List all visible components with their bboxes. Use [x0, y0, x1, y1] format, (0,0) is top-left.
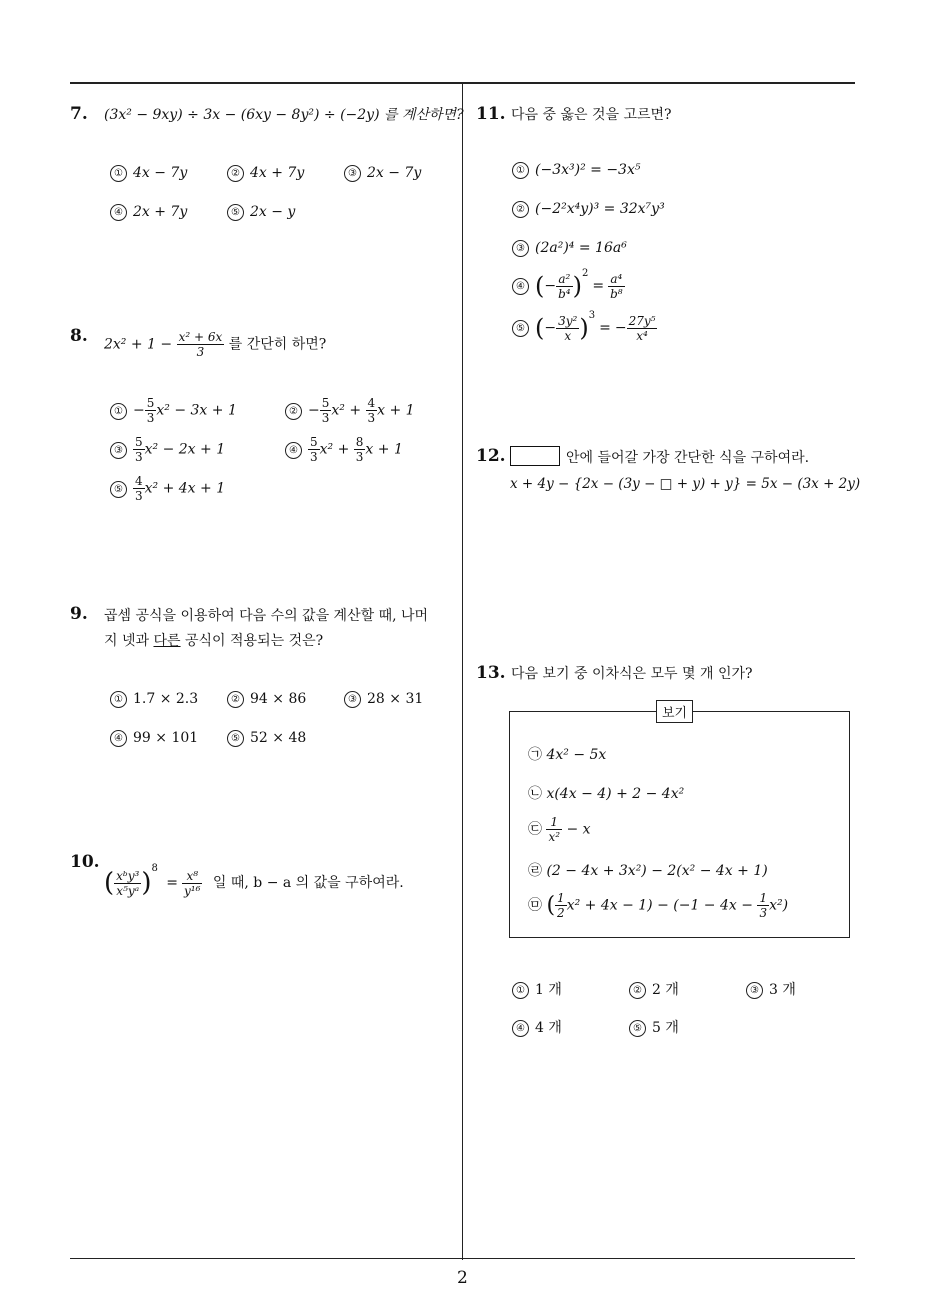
fraction-numerator: x² + 6x	[178, 330, 223, 344]
q11-choice-4[interactable]	[512, 268, 625, 301]
choice-mark: ③	[344, 691, 361, 708]
rhs-fraction	[182, 869, 202, 898]
stem-line-1: 곱셈 공식을 이용하여 다음 수의 값을 계산할 때, 나머	[104, 608, 429, 624]
stem-text: 안에 들어갈 가장 간단한 식을 구하여라.	[566, 450, 810, 466]
item-text: x²)	[769, 897, 789, 914]
lhs-fraction	[114, 869, 141, 898]
choice-mark: ④	[512, 1020, 529, 1037]
choice-text: 2 개	[652, 982, 679, 998]
equals-sign: =	[599, 320, 611, 336]
fraction-denominator: 2	[557, 906, 565, 920]
item-mark: ㉢	[528, 821, 542, 838]
fraction-numerator: 4	[367, 396, 376, 410]
fraction-denominator: 3	[135, 489, 143, 503]
q9-choice-1[interactable]	[110, 691, 198, 708]
item-text: 4x² − 5x	[546, 747, 607, 763]
q8-choice-1[interactable]	[110, 396, 237, 425]
choice-text: 1.7 × 2.3	[133, 691, 199, 707]
close-paren: )	[579, 314, 589, 342]
example-item-3	[528, 815, 591, 844]
fraction-numerator: 5	[146, 396, 155, 410]
choice-text: x² + 4x + 1	[144, 480, 226, 497]
fraction-denominator: y¹⁶	[184, 883, 201, 898]
fraction-numerator: a²	[556, 272, 573, 287]
q9-choice-3[interactable]	[344, 691, 423, 708]
exponent: 3	[588, 310, 596, 321]
q8-choice-5[interactable]	[110, 474, 225, 503]
q7-choice-4[interactable]	[110, 204, 187, 221]
column-divider	[462, 82, 463, 1260]
choice-text: (−2²x⁴y)³ = 32x⁷y³	[535, 201, 665, 217]
sign: −	[614, 320, 627, 336]
open-paren: (	[535, 272, 545, 300]
fraction-numerator: a⁴	[608, 272, 625, 287]
close-paren: )	[141, 868, 152, 898]
q13-choice-1[interactable]	[512, 979, 562, 999]
fraction	[308, 435, 320, 464]
fraction-denominator: 3	[367, 411, 376, 425]
choice-text: x² − 3x + 1	[156, 402, 237, 419]
q8-choice-3[interactable]	[110, 435, 225, 464]
choice-mark: ⑤	[110, 481, 127, 498]
bottom-rule	[70, 1258, 855, 1259]
choice-text: 28 × 31	[367, 691, 424, 707]
stem-text: 일 때, b − a 의 값을 구하여라.	[212, 875, 404, 891]
choice-text: 99 × 101	[133, 730, 199, 746]
choice-text: 94 × 86	[250, 691, 307, 707]
example-item-5	[528, 891, 788, 920]
question-11-number: 11.	[476, 104, 506, 124]
fraction-denominator: 3	[759, 906, 768, 920]
question-13-number: 13.	[476, 663, 506, 683]
choice-mark: ③	[746, 982, 763, 999]
item-mark: ㉡	[528, 786, 542, 802]
choice-mark: ①	[512, 162, 529, 179]
choice-mark: ②	[227, 165, 244, 182]
question-7-number: 7.	[70, 104, 88, 124]
q9-choice-2[interactable]	[227, 691, 306, 708]
choice-text: 2x + 7y	[133, 204, 188, 220]
q13-choice-4[interactable]	[512, 1017, 562, 1037]
q11-choice-1[interactable]	[512, 162, 640, 179]
fraction-numerator: xᵇy³	[116, 868, 140, 883]
fraction-denominator: b⁴	[558, 286, 571, 301]
question-9-number: 9.	[70, 604, 88, 624]
q8-choice-2[interactable]	[285, 396, 415, 425]
question-12-stem	[510, 446, 809, 469]
q7-choice-2[interactable]	[227, 165, 304, 182]
stem-line-2	[104, 629, 454, 654]
fraction-denominator: x²	[548, 830, 561, 844]
q9-choice-4[interactable]	[110, 730, 198, 747]
fraction-denominator: x⁵yᵃ	[116, 883, 140, 898]
choice-mark: ③	[110, 442, 127, 459]
q8-choice-4[interactable]	[285, 435, 403, 464]
fraction	[133, 435, 145, 464]
choice-mark: ④	[512, 278, 529, 295]
question-11-stem: 다음 중 옳은 것을 고르면?	[511, 107, 672, 123]
choice-mark: ⑤	[227, 204, 244, 221]
choice-mark: ①	[110, 403, 127, 420]
sign: −	[544, 278, 557, 294]
fraction-numerator: 3y²	[558, 313, 578, 328]
open-paren: (	[546, 893, 556, 918]
fraction	[556, 314, 579, 343]
fraction	[608, 272, 625, 301]
question-8-stem	[104, 330, 326, 359]
choice-text: 1 개	[535, 982, 562, 998]
fraction-numerator: 5	[135, 435, 143, 449]
choice-text: 2x − y	[250, 204, 296, 220]
fraction-denominator: 3	[135, 450, 143, 464]
fraction-denominator: 3	[321, 411, 330, 425]
question-10-stem	[104, 858, 404, 898]
question-9-stem	[104, 604, 454, 654]
sign: −	[544, 320, 557, 336]
choice-text: x + 1	[377, 402, 415, 419]
choice-mark: ③	[512, 240, 529, 257]
item-text: x² + 4x − 1) − (−1 − 4x −	[566, 897, 758, 914]
choice-mark: ②	[512, 201, 529, 218]
fraction-denominator: 3	[146, 411, 155, 425]
fraction	[556, 272, 573, 301]
stem-expression: 2x² + 1 −	[104, 336, 177, 353]
item-mark: ㉠	[528, 747, 542, 763]
question-13-stem: 다음 보기 중 이차식은 모두 몇 개 인가?	[511, 666, 753, 682]
fraction-denominator: 3	[355, 450, 364, 464]
choice-text: x² +	[331, 402, 366, 419]
fraction	[366, 396, 378, 425]
open-paren: (	[535, 314, 545, 342]
fraction-denominator: 3	[196, 345, 205, 359]
choice-text: 3 개	[769, 982, 796, 998]
fraction	[757, 891, 769, 920]
stem-text: 를 간단히 하면?	[228, 336, 327, 353]
example-item-1	[528, 744, 606, 764]
fraction	[354, 435, 366, 464]
choice-mark: ②	[227, 691, 244, 708]
example-item-2	[528, 783, 684, 803]
question-12-number: 12.	[476, 446, 506, 466]
choice-text: 52 × 48	[250, 730, 307, 746]
choice-mark: ②	[629, 982, 646, 999]
q9-choice-5[interactable]	[227, 730, 306, 747]
choice-mark: ⑤	[512, 320, 529, 337]
stem-text: 지 넷과	[104, 633, 154, 649]
example-item-4	[528, 860, 768, 880]
choice-mark: ⑤	[227, 730, 244, 747]
choice-text: 4x − 7y	[133, 165, 188, 181]
fraction-denominator: x	[564, 328, 572, 343]
fraction-denominator: b⁸	[610, 286, 623, 301]
fraction-numerator: 1	[759, 891, 768, 905]
fraction-numerator: 27y⁵	[628, 313, 656, 328]
question-10-number: 10.	[70, 852, 100, 872]
fraction	[145, 396, 157, 425]
choice-mark: ①	[110, 691, 127, 708]
q7-choice-5[interactable]	[227, 204, 295, 221]
choice-text: 4x + 7y	[250, 165, 305, 181]
q13-choice-2[interactable]	[629, 979, 679, 999]
fraction-numerator: 5	[310, 435, 318, 449]
stem-text: 공식이 적용되는 것은?	[180, 633, 324, 649]
q7-choice-1[interactable]	[110, 165, 187, 182]
choice-mark: ④	[110, 730, 127, 747]
open-paren: (	[104, 868, 115, 898]
q13-choice-5[interactable]	[629, 1017, 679, 1037]
fraction	[546, 815, 562, 844]
choice-mark: ⑤	[629, 1020, 646, 1037]
fraction-numerator: 8	[355, 435, 364, 449]
equals-sign: =	[592, 278, 605, 294]
q13-choice-3[interactable]	[746, 979, 796, 999]
item-text: (2 − 4x + 3x²) − 2(x² − 4x + 1)	[546, 863, 768, 879]
question-7-stem: (3x² − 9xy) ÷ 3x − (6xy − 8y²) ÷ (−2y) 를 계산하면?	[104, 107, 464, 123]
fraction	[133, 474, 145, 503]
question-12-equation: x + 4y − {2x − (3y − □ + y) + y} = 5x − (3x + 2y)	[510, 476, 861, 492]
stem-underlined-text: 다른	[153, 633, 181, 649]
q11-choice-2[interactable]	[512, 201, 665, 218]
fraction-numerator: 1	[546, 815, 562, 830]
choice-mark: ④	[285, 442, 302, 459]
choice-mark: ①	[512, 982, 529, 999]
sign: −	[308, 402, 320, 419]
choice-text: (2a²)⁴ = 16a⁶	[535, 240, 627, 256]
choice-mark: ②	[285, 403, 302, 420]
fraction-numerator: 5	[321, 396, 330, 410]
question-8-number: 8.	[70, 326, 88, 346]
item-mark: ㉤	[528, 897, 542, 914]
equals-sign: =	[166, 875, 179, 891]
item-mark: ㉣	[528, 863, 542, 879]
choice-mark: ③	[344, 165, 361, 182]
fraction	[320, 396, 332, 425]
choice-text: 5 개	[652, 1020, 679, 1036]
fraction-numerator: 1	[557, 891, 565, 905]
fraction	[555, 891, 567, 920]
q11-choice-3[interactable]	[512, 240, 627, 257]
choice-text: 2x − 7y	[367, 165, 422, 181]
choice-text: (−3x³)² = −3x⁵	[535, 162, 641, 178]
page-number: 2	[457, 1268, 468, 1288]
choice-text: x + 1	[365, 441, 403, 458]
choice-mark: ④	[110, 204, 127, 221]
fraction-denominator: 3	[310, 450, 318, 464]
answer-blank-box	[510, 446, 560, 466]
q7-choice-3[interactable]	[344, 165, 421, 182]
example-box-title: 보기	[656, 700, 693, 723]
fraction-numerator: 4	[135, 474, 143, 488]
stem-fraction	[177, 330, 225, 359]
sign: −	[133, 402, 145, 419]
q11-choice-5[interactable]	[512, 310, 657, 343]
fraction-denominator: x⁴	[636, 328, 648, 343]
item-text: − x	[562, 821, 591, 838]
choice-mark: ①	[110, 165, 127, 182]
choice-text: x² +	[319, 441, 354, 458]
item-text: x(4x − 4) + 2 − 4x²	[546, 786, 685, 802]
fraction-numerator: x⁸	[182, 869, 202, 884]
choice-text: x² − 2x + 1	[144, 441, 226, 458]
exponent: 8	[151, 863, 158, 874]
choice-text: 4 개	[535, 1020, 562, 1036]
fraction	[627, 314, 658, 343]
exponent: 2	[581, 268, 589, 279]
close-paren: )	[572, 272, 582, 300]
